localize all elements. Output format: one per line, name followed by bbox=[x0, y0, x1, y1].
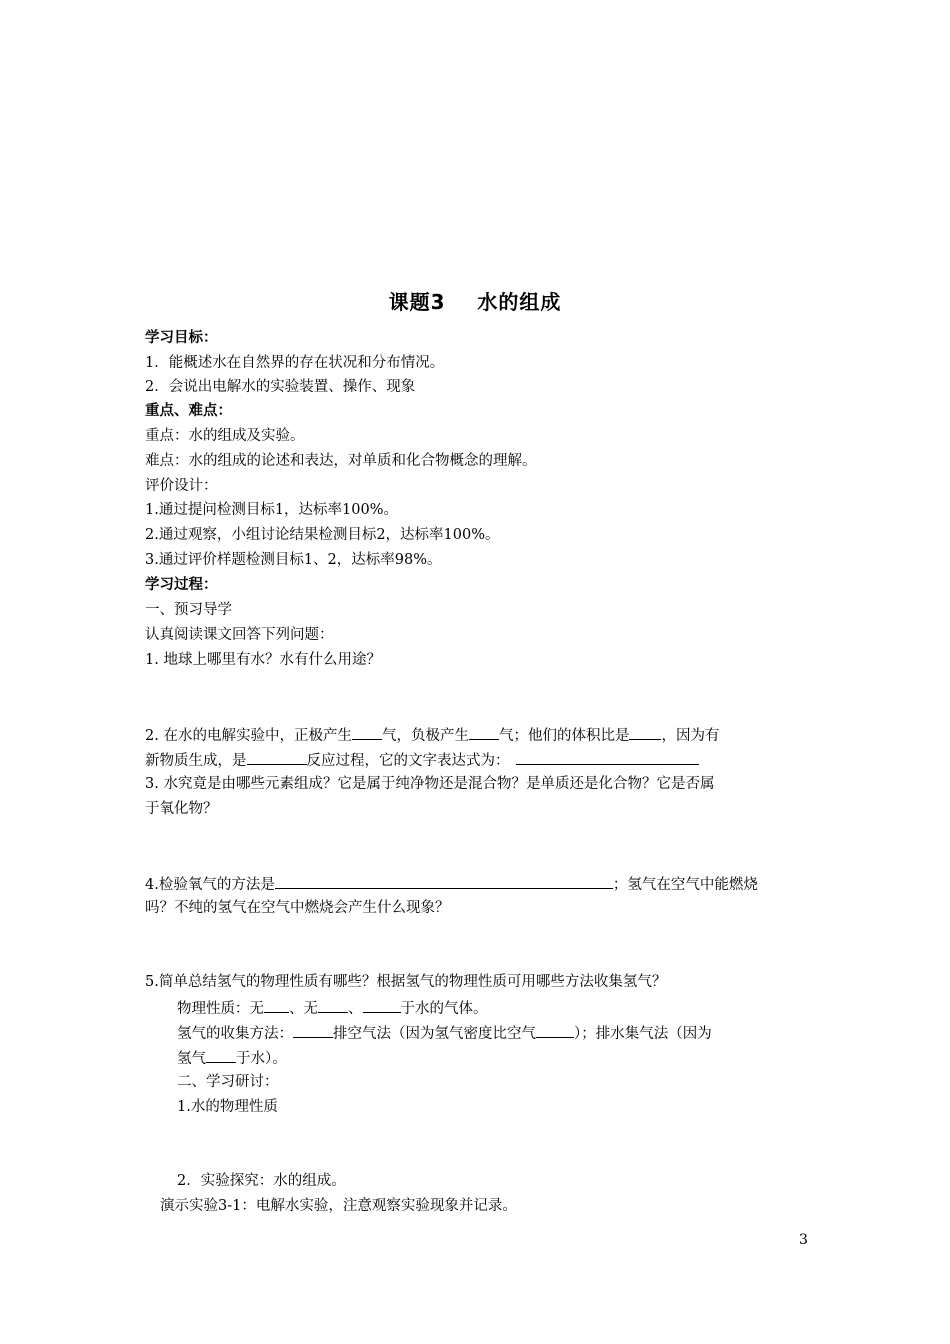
physical-properties-line: 物理性质：无 、无 、 于水的气体。 bbox=[177, 997, 488, 1019]
collection-method-line-2: 氢气 于水）。 bbox=[177, 1047, 287, 1069]
answer-blank[interactable] bbox=[352, 724, 382, 740]
section-2-item-1: 1.水的物理性质 bbox=[177, 1099, 278, 1115]
question-1: 1. 地球上哪里有水？水有什么用途？ bbox=[145, 652, 381, 668]
objective-item-2: 2．会说出电解水的实验装置、操作、现象 bbox=[145, 379, 416, 395]
answer-blank[interactable] bbox=[629, 724, 661, 740]
page-title: 课题3 水的组成 bbox=[388, 290, 562, 314]
answer-blank[interactable] bbox=[363, 997, 401, 1013]
evaluation-item-2: 2.通过观察，小组讨论结果检测目标2，达标率100%。 bbox=[145, 527, 500, 543]
section-2-item-2: 2．实验探究：水的组成。 bbox=[177, 1173, 346, 1189]
answer-blank[interactable] bbox=[516, 749, 699, 765]
question-2-line-1: 2. 在水的电解实验中，正极产生 气，负极产生 气；他们的体积比是 ，因为有 bbox=[145, 724, 719, 746]
question-5-line-1: 5.简单总结氢气的物理性质有哪些？根据氢气的物理性质可用哪些方法收集氢气？ bbox=[145, 974, 667, 990]
answer-blank[interactable] bbox=[264, 997, 289, 1013]
process-heading: 学习过程： bbox=[145, 577, 218, 593]
reading-instruction: 认真阅读课文回答下列问题： bbox=[145, 627, 334, 643]
question-2-line-2: 新物质生成，是 反应过程，它的文字表达式为： bbox=[145, 749, 699, 771]
question-4-line-1: 4.检验氧气的方法是 ；氢气在空气中能燃烧 bbox=[145, 873, 758, 895]
answer-blank[interactable] bbox=[318, 997, 348, 1013]
answer-blank[interactable] bbox=[247, 749, 307, 765]
question-3-line-2: 于氧化物？ bbox=[145, 801, 218, 817]
answer-blank[interactable] bbox=[293, 1022, 333, 1038]
objective-item-1: 1．能概述水在自然界的存在状况和分布情况。 bbox=[145, 355, 445, 371]
section-1-heading: 一、预习导学 bbox=[145, 602, 232, 618]
answer-blank[interactable] bbox=[469, 724, 499, 740]
collection-method-line-1: 氢气的收集方法： 排空气法（因为氢气密度比空气 ）；排水集气法（因为 bbox=[177, 1022, 712, 1044]
difficult-point-text: 难点：水的组成的论述和表达，对单质和化合物概念的理解。 bbox=[145, 453, 537, 469]
objectives-heading: 学习目标： bbox=[145, 330, 218, 346]
question-4-line-2: 吗？不纯的氢气在空气中燃烧会产生什么现象？ bbox=[145, 900, 450, 916]
question-3-line-1: 3. 水究竟是由哪些元素组成？它是属于纯净物还是混合物？是单质还是化合物？它是否属 bbox=[145, 776, 715, 792]
evaluation-heading: 评价设计： bbox=[145, 478, 218, 494]
key-point-text: 重点：水的组成及实验。 bbox=[145, 428, 305, 444]
answer-blank[interactable] bbox=[206, 1047, 236, 1063]
section-2-heading: 二、学习研讨： bbox=[177, 1074, 279, 1090]
evaluation-item-3: 3.通过评价样题检测目标1、2，达标率98%。 bbox=[145, 552, 442, 568]
answer-blank[interactable] bbox=[275, 873, 613, 889]
evaluation-item-1: 1.通过提问检测目标1，达标率100%。 bbox=[145, 502, 399, 518]
key-points-heading: 重点、难点： bbox=[145, 403, 232, 419]
demo-experiment-text: 演示实验3-1：电解水实验，注意观察实验现象并记录。 bbox=[160, 1198, 517, 1214]
page-number: 3 bbox=[799, 1232, 808, 1248]
answer-blank[interactable] bbox=[536, 1022, 574, 1038]
